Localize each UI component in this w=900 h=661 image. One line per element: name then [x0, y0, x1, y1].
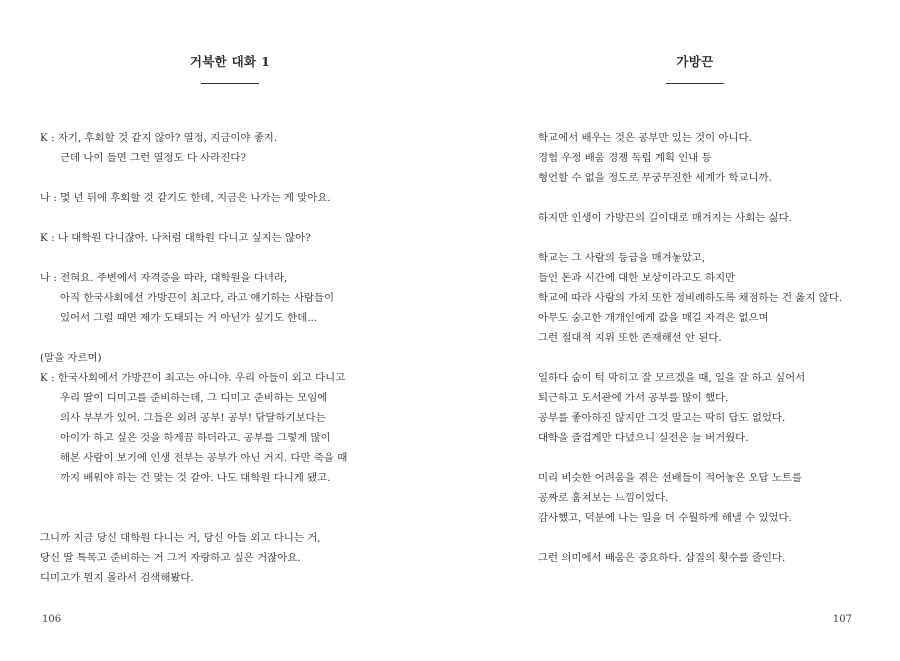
- text-line: 경험 우정 배움 경쟁 독립 계획 인내 등: [538, 152, 712, 164]
- paragraph-gap: [538, 228, 888, 248]
- text-line: 있어서 그럴 때면 제가 도태되는 거 아닌가 싶기도 한데...: [60, 312, 318, 324]
- paragraph-gap: [40, 208, 440, 228]
- text-line: 우리 딸이 디미고를 준비하는데, 그 디미고 준비하는 모임에: [60, 392, 328, 404]
- text-line: 그니까 지금 당신 대학원 다니는 거, 당신 아들 외고 다니는 거,: [40, 532, 321, 544]
- text-line: (말을 자르며): [40, 352, 102, 364]
- right-page-number: 107: [832, 614, 852, 625]
- text-line: 디미고가 뭔지 몰라서 검색해봤다.: [40, 572, 194, 584]
- paragraph-gap: [40, 248, 440, 268]
- text-line: 아이가 하고 싶은 것을 하게끔 하더라고. 공부를 그렇게 많이: [60, 432, 331, 444]
- text-line: K : 한국사회에서 가방끈이 최고는 아니야. 우리 아들이 외고 다니고: [40, 372, 346, 384]
- text-line: 감사했고, 덕분에 나는 일을 더 수월하게 해낼 수 있었다.: [538, 512, 792, 524]
- paragraph-gap: [40, 168, 440, 188]
- text-line: 해본 사람이 보기에 인생 전부는 공부가 아닌 거지. 다만 죽을 때: [60, 452, 348, 464]
- right-page-header: [600, 52, 790, 84]
- paragraph-gap: [40, 508, 440, 528]
- text-line: 들인 돈과 시간에 대한 보상이라고도 하지만: [538, 272, 736, 284]
- text-line: 그런 절대적 지위 또한 존재해선 안 된다.: [538, 332, 722, 344]
- text-line: K : 자기, 후회할 것 같지 않아? 열정, 지금이야 좋지.: [40, 132, 278, 144]
- text-line: 학교에 따라 사람의 가치 또한 정비례하도록 채점하는 건 옳지 않다.: [538, 292, 843, 304]
- text-line: 학교는 그 사람의 등급을 매겨놓았고,: [538, 252, 706, 264]
- right-chapter-title: 가방끈: [676, 54, 714, 69]
- text-line: K : 나 대학원 다니잖아. 나처럼 대학원 다니고 싶지는 않아?: [40, 232, 311, 244]
- text-line: 대학을 즐겁게만 다녔으니 실전은 늘 버거웠다.: [538, 432, 749, 444]
- right-page: [450, 0, 900, 661]
- text-line: 나 : 전혀요. 주변에서 자격증을 따라, 대학원을 다녀라,: [40, 272, 288, 284]
- text-line: 나 : 몇 년 뒤에 후회할 것 같기도 한데, 지금은 나가는 게 맞아요.: [40, 192, 331, 204]
- left-title-rule: [201, 83, 259, 84]
- text-line: 근데 나이 들면 그런 열정도 다 사라진다?: [60, 152, 246, 164]
- text-line: 퇴근하고 도서관에 가서 공부를 많이 했다.: [538, 392, 729, 404]
- paragraph-gap: [538, 448, 888, 468]
- text-line: 일하다 숨이 턱 막히고 잘 모르겠을 때, 일을 잘 하고 싶어서: [538, 372, 806, 384]
- text-line: 당신 딸 특목고 준비하는 거 그거 자랑하고 싶은 거잖아요.: [40, 552, 301, 564]
- paragraph-gap: [538, 528, 888, 548]
- right-title-rule: [666, 83, 724, 84]
- text-line: 하지만 인생이 가방끈의 길이대로 매겨지는 사회는 싫다.: [538, 212, 792, 224]
- text-line: 아무도 숭고한 개개인에게 값을 매길 자격은 없으며: [538, 312, 769, 324]
- text-line: 공짜로 훔쳐보는 느낌이었다.: [538, 492, 669, 504]
- text-line: 의사 부부가 있어. 그들은 외려 공부! 공부! 닦달하기보다는: [60, 412, 326, 424]
- left-chapter-title: 거북한 대화 1: [189, 54, 271, 69]
- right-page-body: [538, 128, 888, 568]
- left-page-body: [40, 128, 440, 588]
- text-line: 미리 비슷한 어려움을 겪은 선배들이 적어놓은 오답 노트를: [538, 472, 803, 484]
- paragraph-gap: [40, 488, 440, 508]
- text-line: 그런 의미에서 배움은 중요하다. 삽질의 횟수를 줄인다.: [538, 552, 786, 564]
- paragraph-gap: [538, 188, 888, 208]
- text-line: 아직 한국사회에선 가방끈이 최고다, 라고 얘기하는 사람들이: [60, 292, 335, 304]
- left-page-number: 106: [42, 614, 62, 625]
- text-line: 형언할 수 없을 정도로 무궁무진한 세계가 학교니까.: [538, 172, 772, 184]
- left-page-header: [110, 52, 350, 84]
- text-line: 까지 배워야 하는 건 맞는 것 같아. 나도 대학원 다니게 됐고.: [60, 472, 331, 484]
- paragraph-gap: [538, 348, 888, 368]
- paragraph-gap: [40, 328, 440, 348]
- text-line: 공부를 좋아하진 않지만 그것 말고는 딱히 답도 없었다.: [538, 412, 786, 424]
- text-line: 학교에서 배우는 것은 공부만 있는 것이 아니다.: [538, 132, 752, 144]
